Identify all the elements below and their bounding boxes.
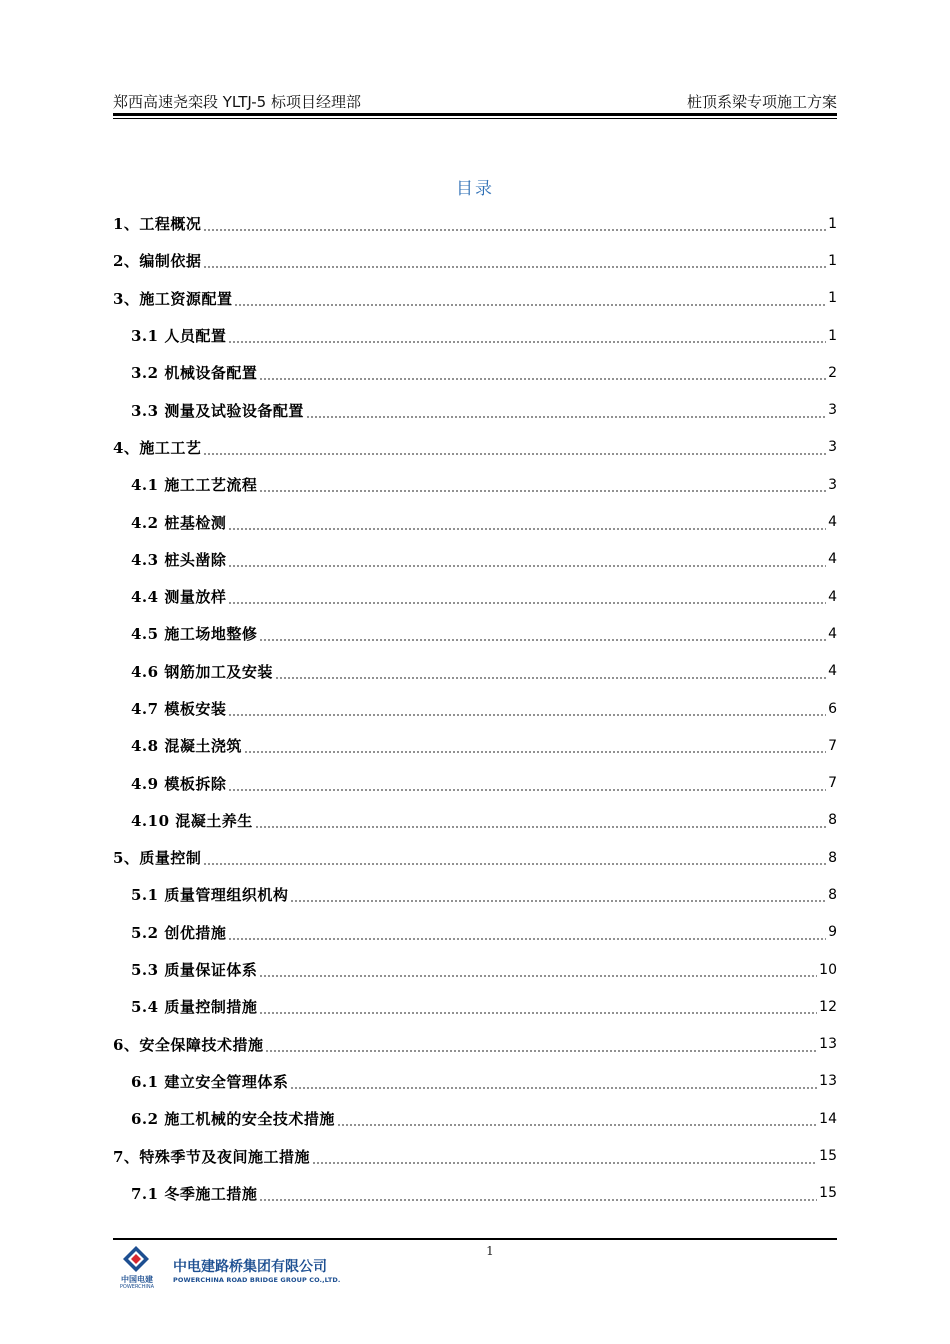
toc-entry[interactable] (113, 690, 837, 727)
toc-dot-leader (244, 739, 826, 754)
toc-dot-leader (259, 627, 826, 642)
toc-entry-page: 10 (819, 961, 837, 978)
toc-dot-leader (312, 1150, 817, 1165)
toc-entry[interactable] (113, 839, 837, 876)
toc-dot-leader (228, 329, 826, 344)
toc-entry-page: 1 (828, 252, 837, 269)
toc-entry[interactable] (113, 541, 837, 578)
toc-entry-page: 4 (828, 625, 837, 642)
toc-entry-label: 4.10 混凝土养生 (131, 811, 253, 830)
page-number: 1 (486, 1244, 494, 1258)
toc-entry-label: 3.1 人员配置 (131, 327, 227, 346)
toc-dot-leader (203, 217, 826, 232)
toc-entry-page: 2 (828, 364, 837, 381)
toc-entry-page: 4 (828, 551, 837, 568)
toc-dot-leader (228, 516, 826, 531)
toc-entry-label: 1、工程概况 (113, 215, 202, 234)
toc-dot-leader (259, 478, 826, 493)
toc-dot-leader (259, 366, 826, 381)
toc-entry-page: 8 (828, 886, 837, 903)
toc-entry-page: 8 (828, 812, 837, 829)
company-name-cn: 中电建路桥集团有限公司 (173, 1259, 327, 1275)
toc-entry[interactable] (113, 1175, 837, 1212)
toc-entry-page: 9 (828, 924, 837, 941)
toc-entry-label: 6、安全保障技术措施 (113, 1035, 264, 1054)
header-rule (113, 113, 837, 116)
logo-cn-text: 中国电建 (121, 1275, 153, 1284)
toc-entry[interactable] (113, 280, 837, 317)
toc-title: 目录 (456, 179, 494, 199)
toc-entry-label: 6.1 建立安全管理体系 (131, 1072, 289, 1091)
logo-en-text: POWERCHINA (119, 1284, 155, 1290)
toc-entry-label: 5.4 质量控制措施 (131, 998, 258, 1017)
toc-dot-leader (228, 553, 826, 568)
toc-entry[interactable] (113, 951, 837, 988)
toc-entry-page: 6 (828, 700, 837, 717)
toc-entry-page: 1 (828, 327, 837, 344)
toc-entry-page: 13 (819, 1073, 837, 1090)
toc-entry-label: 5.1 质量管理组织机构 (131, 886, 289, 905)
toc-dot-leader (203, 254, 826, 269)
toc-entry[interactable] (113, 1137, 837, 1174)
toc-entry[interactable] (113, 354, 837, 391)
toc-entry-label: 4.6 钢筋加工及安装 (131, 662, 273, 681)
toc-entry-label: 7、特殊季节及夜间施工措施 (113, 1147, 310, 1166)
toc-entry[interactable] (113, 988, 837, 1025)
toc-entry[interactable] (113, 1063, 837, 1100)
toc-dot-leader (275, 665, 826, 680)
toc-entry-page: 7 (828, 775, 837, 792)
toc-entry[interactable] (113, 391, 837, 428)
page-header (113, 90, 837, 112)
toc-dot-leader (228, 702, 826, 717)
toc-entry-page: 15 (819, 1148, 837, 1165)
toc-dot-leader (306, 404, 826, 419)
company-name-en: POWERCHINA ROAD BRIDGE GROUP CO.,LTD. (173, 1276, 341, 1284)
toc-dot-leader (259, 1187, 817, 1202)
toc-entry-page: 8 (828, 849, 837, 866)
toc-dot-leader (228, 590, 826, 605)
footer-rule (113, 1238, 837, 1240)
toc-entry[interactable] (113, 653, 837, 690)
toc-entry[interactable] (113, 876, 837, 913)
toc-entry-page: 15 (819, 1185, 837, 1202)
toc-entry-label: 4.7 模板安装 (131, 700, 227, 718)
toc-entry-page: 1 (828, 290, 837, 307)
toc-entry-page: 4 (828, 588, 837, 605)
toc-entry-label: 3.3 测量及试验设备配置 (131, 401, 304, 420)
toc-entry-page: 4 (828, 663, 837, 680)
toc-dot-leader (228, 926, 826, 941)
toc-dot-leader (228, 777, 826, 792)
toc-entry[interactable] (113, 615, 837, 652)
toc-dot-leader (234, 292, 826, 307)
toc-entry-page: 1 (828, 215, 837, 232)
toc-dot-leader (265, 1038, 817, 1053)
toc-entry[interactable] (113, 205, 837, 242)
toc-entry-label: 4.2 桩基检测 (131, 513, 227, 532)
toc-entry[interactable] (113, 466, 837, 503)
toc-entry-page: 3 (828, 402, 837, 419)
toc-entry[interactable] (113, 242, 837, 279)
toc-entry-label: 7.1 冬季施工措施 (131, 1184, 258, 1203)
toc-entry-label: 5、质量控制 (113, 849, 202, 868)
toc-entry[interactable] (113, 802, 837, 839)
toc-entry[interactable] (113, 578, 837, 615)
toc-entry-label: 4.5 施工场地整修 (131, 625, 258, 644)
toc-entry[interactable] (113, 503, 837, 540)
header-rule-thin (113, 118, 837, 119)
toc-entry-label: 4.3 桩头凿除 (131, 550, 227, 569)
toc-entry-label: 4、施工工艺 (113, 438, 202, 457)
powerchina-logo-icon (122, 1245, 150, 1273)
toc-dot-leader (203, 851, 826, 866)
toc-entry-label: 3、施工资源配置 (113, 289, 233, 308)
toc-entry-label: 4.1 施工工艺流程 (131, 476, 258, 495)
toc-entry-page: 3 (828, 439, 837, 456)
toc-entry-label: 3.2 机械设备配置 (131, 364, 258, 383)
toc-entry[interactable] (113, 727, 837, 764)
toc-entry-page: 14 (819, 1110, 837, 1127)
toc-dot-leader (337, 1112, 817, 1127)
toc-dot-leader (255, 814, 826, 829)
header-document-title: 桩顶系梁专项施工方案 (686, 93, 837, 111)
toc-entry-label: 6.2 施工机械的安全技术措施 (131, 1110, 335, 1129)
toc-entry-label: 2、编制依据 (113, 252, 202, 271)
toc-entry-label: 4.4 测量放样 (131, 588, 227, 607)
header-project-name: 郑西高速尧栾段 YLTJ-5 标项目经理部 (113, 93, 361, 111)
toc-entry-page: 3 (828, 476, 837, 493)
toc-entry[interactable] (113, 1026, 837, 1063)
toc-entry-page: 4 (828, 514, 837, 531)
toc-dot-leader (259, 1000, 817, 1015)
toc-entry-page: 12 (819, 998, 837, 1015)
toc-entry-label: 5.2 创优措施 (131, 923, 227, 942)
toc-entry[interactable] (113, 914, 837, 951)
toc-dot-leader (259, 963, 817, 978)
toc-dot-leader (290, 888, 826, 903)
toc-entry-page: 13 (819, 1036, 837, 1053)
toc-entry-label: 4.9 模板拆除 (131, 774, 227, 793)
toc-entry[interactable] (113, 429, 837, 466)
toc-dot-leader (290, 1075, 817, 1090)
toc-entry[interactable] (113, 317, 837, 354)
toc-entry[interactable] (113, 764, 837, 801)
toc-entry-label: 5.3 质量保证体系 (131, 961, 258, 980)
toc-entry-page: 7 (828, 737, 837, 754)
table-of-contents (113, 205, 837, 1212)
toc-dot-leader (203, 441, 826, 456)
toc-entry-label: 4.8 混凝土浇筑 (131, 737, 242, 756)
toc-entry[interactable] (113, 1100, 837, 1137)
